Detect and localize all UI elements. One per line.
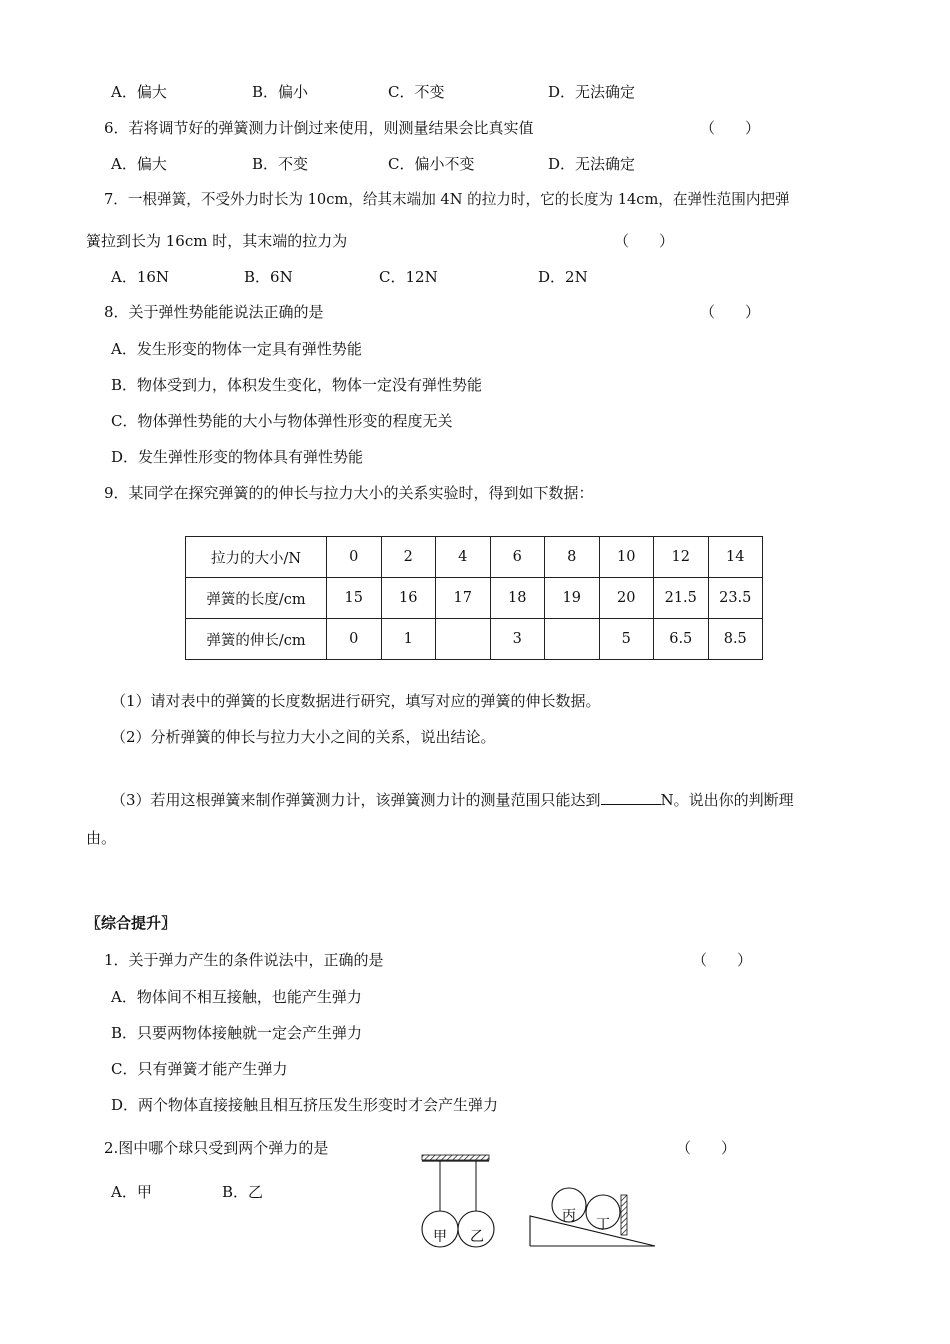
table-row-length: [186, 578, 763, 619]
q8-answer-bracket: （ ）: [700, 303, 761, 321]
q9-sub3-text-b: N。说出你的判断理: [660, 791, 794, 809]
q5-option-d: D．无法确定: [548, 83, 636, 101]
table-cell-blank[interactable]: [436, 619, 491, 660]
ball-label-ding: 丁: [596, 1217, 610, 1233]
table-cell: 23.5: [708, 578, 763, 619]
c2-answer-bracket: （ ）: [676, 1139, 737, 1157]
table-cell: 1: [381, 619, 436, 660]
q8-option-c: C．物体弹性势能的大小与物体弹性形变的程度无关: [111, 412, 453, 430]
spring-data-table: [185, 536, 763, 660]
q7-answer-bracket: （ ）: [614, 232, 675, 250]
q7-option-d: D．2N: [538, 268, 588, 286]
q9-sub3-line1: [111, 789, 794, 810]
incline: [530, 1216, 655, 1246]
table-cell: 5: [599, 619, 654, 660]
table-cell: 2: [381, 537, 436, 578]
q8-option-a: A．发生形变的物体一定具有弹性势能: [111, 340, 362, 358]
q6-stem: 6．若将调节好的弹簧测力计倒过来使用，则测量结果会比真实值: [104, 119, 534, 137]
q6-option-c: C．偏小不变: [388, 155, 475, 173]
q7-stem-line1: 7．一根弹簧，不受外力时长为 10cm，给其末端加 4N 的拉力时，它的长度为 14cm，在弹性范围内把弹: [104, 191, 790, 208]
table-cell: 10: [599, 537, 654, 578]
table-row-force: [186, 537, 763, 578]
section-title: 〖综合提升〗: [86, 914, 177, 932]
table-cell: 19: [545, 578, 600, 619]
c2-stem: 2.图中哪个球只受到两个弹力的是: [104, 1139, 329, 1157]
table-cell: 14: [708, 537, 763, 578]
table-cell: 21.5: [654, 578, 709, 619]
c2-option-a: A．甲: [111, 1183, 152, 1201]
q7-option-b: B．6N: [244, 268, 293, 286]
q6-option-a: A．偏大: [111, 155, 167, 173]
table-cell-blank[interactable]: [545, 619, 600, 660]
table-cell: 6: [490, 537, 545, 578]
q9-sub3-line2: 由。: [86, 829, 117, 847]
c1-option-b: B．只要两物体接触就一定会产生弹力: [111, 1024, 363, 1042]
c1-option-d: D．两个物体直接接触且相互挤压发生形变时才会产生弹力: [111, 1096, 499, 1114]
q7-stem-line2: 簧拉到长为 16cm 时，其末端的拉力为: [86, 232, 348, 250]
q8-option-b: B．物体受到力，体积发生变化，物体一定没有弹性势能: [111, 376, 483, 394]
q6-option-d: D．无法确定: [548, 155, 636, 173]
q7-option-c: C．12N: [379, 268, 438, 286]
q5-option-a: A．偏大: [111, 83, 167, 101]
table-cell: 0: [327, 537, 382, 578]
q9-sub3-text-a: （3）若用这根弹簧来制作弹簧测力计，该弹簧测力计的测量范围只能达到: [111, 791, 601, 809]
table-cell: 18: [490, 578, 545, 619]
q8-stem: 8．关于弹性势能能说法正确的是: [104, 303, 324, 321]
q8-option-d: D．发生弹性形变的物体具有弹性势能: [111, 448, 364, 466]
table-cell: 0: [327, 619, 382, 660]
ball-label-jia: 甲: [433, 1229, 447, 1245]
answer-blank[interactable]: [601, 789, 661, 805]
table-row-extension: [186, 619, 763, 660]
q5-option-c: C．不变: [388, 83, 445, 101]
table-cell: 17: [436, 578, 491, 619]
table-cell: 12: [654, 537, 709, 578]
table-cell: 8.5: [708, 619, 763, 660]
c2-option-b: B．乙: [222, 1183, 264, 1201]
q5-option-b: B．偏小: [252, 83, 309, 101]
ball-label-bing: 丙: [562, 1208, 576, 1224]
c1-stem: 1．关于弹力产生的条件说法中，正确的是: [104, 951, 384, 969]
q7-option-a: A．16N: [111, 268, 170, 286]
wall: [621, 1195, 627, 1235]
table-cell: 4: [436, 537, 491, 578]
table-cell: 6.5: [654, 619, 709, 660]
table-cell: 8: [545, 537, 600, 578]
c1-option-c: C．只有弹簧才能产生弹力: [111, 1060, 288, 1078]
q9-sub1: （1）请对表中的弹簧的长度数据进行研究，填写对应的弹簧的伸长数据。: [111, 692, 601, 710]
table-cell: 15: [327, 578, 382, 619]
balls-figure: [400, 1150, 670, 1260]
row-header-force: 拉力的大小/N: [186, 537, 327, 578]
c1-answer-bracket: （ ）: [692, 951, 753, 969]
table-cell: 3: [490, 619, 545, 660]
table-cell: 16: [381, 578, 436, 619]
row-header-length: 弹簧的长度/cm: [186, 578, 327, 619]
q9-stem: 9．某同学在探究弹簧的的伸长与拉力大小的关系实验时，得到如下数据：: [104, 484, 594, 502]
row-header-extension: 弹簧的伸长/cm: [186, 619, 327, 660]
table-cell: 20: [599, 578, 654, 619]
q9-sub2: （2）分析弹簧的伸长与拉力大小之间的关系，说出结论。: [111, 728, 496, 746]
c1-option-a: A．物体间不相互接触，也能产生弹力: [111, 988, 362, 1006]
ceiling-support: [422, 1155, 489, 1160]
ball-label-yi: 乙: [470, 1229, 484, 1245]
q6-option-b: B．不变: [252, 155, 309, 173]
q6-answer-bracket: （ ）: [700, 119, 761, 137]
